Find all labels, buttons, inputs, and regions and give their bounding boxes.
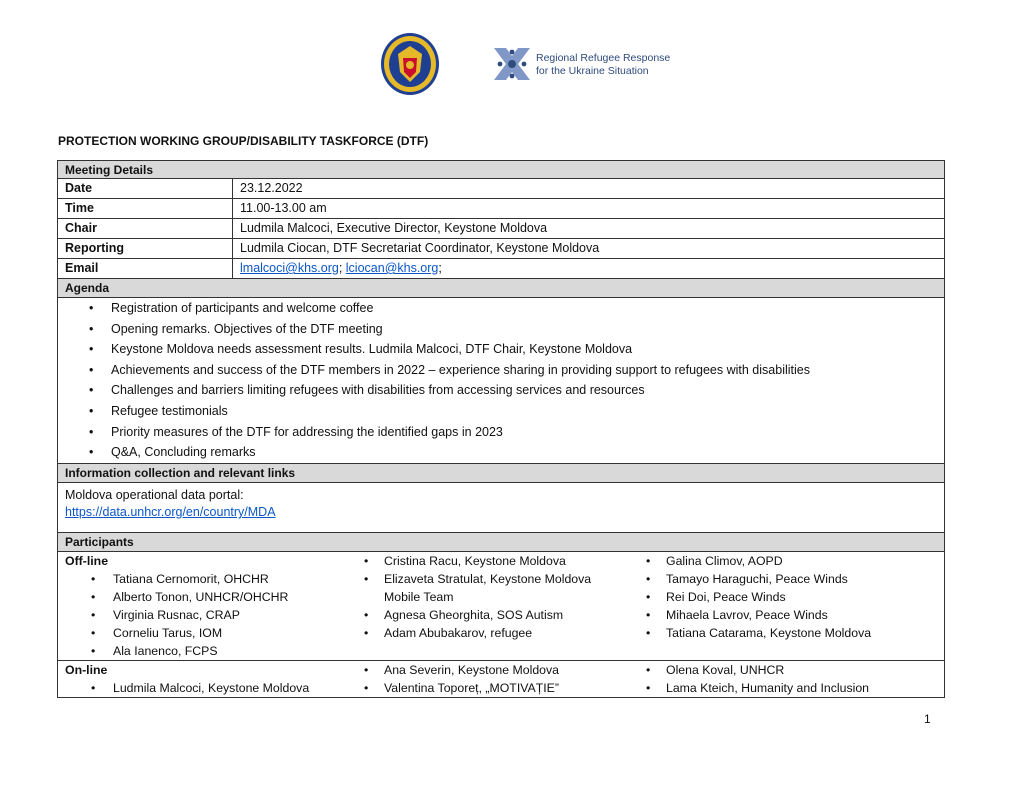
rrr-line1: Regional Refugee Response bbox=[536, 52, 671, 64]
online-col-2 bbox=[356, 661, 638, 697]
date-value: 23.12.2022 bbox=[240, 181, 303, 195]
participant-item: • Tamayo Haraguchi, Peace Winds bbox=[638, 570, 938, 588]
participant-item-continuation: Mobile Team bbox=[384, 590, 454, 604]
participant-item: • Olena Koval, UNHCR bbox=[638, 661, 938, 679]
participant-item: • Ala Ianenco, FCPS bbox=[58, 642, 356, 660]
time-row bbox=[57, 199, 945, 219]
regional-refugee-response-logo bbox=[490, 42, 680, 86]
date-row bbox=[57, 179, 945, 199]
page-number: 1 bbox=[924, 712, 931, 726]
email-end: ; bbox=[438, 261, 442, 275]
data-portal-link[interactable]: https://data.unhcr.org/en/country/MDA bbox=[65, 505, 276, 519]
participant-item: • Agnesa Gheorghita, SOS Autism bbox=[356, 606, 638, 624]
chair-row bbox=[57, 219, 945, 239]
document-title: PROTECTION WORKING GROUP/DISABILITY TASKFORCE (DTF) bbox=[58, 134, 429, 148]
offline-col-2 bbox=[356, 552, 638, 660]
participant-item: • Mihaela Lavrov, Peace Winds bbox=[638, 606, 938, 624]
offline-label: Off-line bbox=[65, 554, 109, 568]
participant-item: • Lama Kteich, Humanity and Inclusion bbox=[638, 679, 938, 697]
participant-item: • Galina Climov, AOPD bbox=[638, 552, 938, 570]
offline-col-1 bbox=[58, 552, 356, 660]
online-col-3 bbox=[638, 661, 938, 697]
meeting-details-header: Meeting Details bbox=[57, 160, 945, 179]
participant-item: • Tatiana Catarama, Keystone Moldova bbox=[638, 624, 938, 642]
participant-item: • Adam Abubakarov, refugee bbox=[356, 624, 638, 642]
date-label: Date bbox=[58, 179, 233, 198]
reporting-row bbox=[57, 239, 945, 259]
offline-col-3 bbox=[638, 552, 938, 660]
agenda-item: • Registration of participants and welcome coffee bbox=[111, 298, 944, 319]
info-body bbox=[57, 483, 945, 533]
email-value bbox=[233, 259, 944, 278]
time-value: 11.00-13.00 am bbox=[240, 201, 327, 215]
agenda-item: • Priority measures of the DTF for addressing the identified gaps in 2023 bbox=[111, 422, 944, 443]
participant-item: • Valentina Toporeț, „MOTIVAȚIE” bbox=[356, 679, 638, 697]
participants-header: Participants bbox=[57, 533, 945, 552]
chair-label: Chair bbox=[58, 219, 233, 238]
participant-item: • Elizaveta Stratulat, Keystone Moldova bbox=[356, 570, 638, 588]
online-participants bbox=[57, 661, 945, 698]
chair-value: Ludmila Malcoci, Executive Director, Keystone Moldova bbox=[240, 221, 548, 235]
time-label: Time bbox=[58, 199, 233, 218]
participant-item: • Tatiana Cernomorit, OHCHR bbox=[58, 570, 356, 588]
email-label: Email bbox=[58, 259, 233, 278]
email-separator: ; bbox=[338, 261, 346, 275]
agenda-item: • Keystone Moldova needs assessment results. Ludmila Malcoci, DTF Chair, Keystone Moldova bbox=[111, 339, 944, 360]
participant-item: • Virginia Rusnac, CRAP bbox=[58, 606, 356, 624]
offline-participants bbox=[57, 552, 945, 661]
online-col-1 bbox=[58, 661, 356, 697]
participant-item: • Ana Severin, Keystone Moldova bbox=[356, 661, 638, 679]
participant-item: • Ludmila Malcoci, Keystone Moldova bbox=[58, 679, 356, 697]
participant-item: • Corneliu Tarus, IOM bbox=[58, 624, 356, 642]
reporting-label: Reporting bbox=[58, 239, 233, 258]
email-row bbox=[57, 259, 945, 279]
moldova-coat-of-arms-icon bbox=[380, 32, 440, 96]
agenda-list bbox=[57, 298, 945, 464]
agenda-item: • Challenges and barriers limiting refugees with disabilities from accessing services and resources bbox=[111, 380, 944, 401]
agenda-item: • Achievements and success of the DTF members in 2022 – experience sharing in providing support to refugees with disabilities bbox=[111, 360, 944, 381]
agenda-item: • Refugee testimonials bbox=[111, 401, 944, 422]
rrr-mark-icon bbox=[490, 42, 534, 86]
online-label: On-line bbox=[65, 663, 108, 677]
rrr-line2: for the Ukraine Situation bbox=[536, 65, 649, 77]
reporting-value: Ludmila Ciocan, DTF Secretariat Coordinator, Keystone Moldova bbox=[240, 241, 600, 255]
agenda-item: • Q&A, Concluding remarks bbox=[111, 442, 944, 463]
participant-item: • Cristina Racu, Keystone Moldova bbox=[356, 552, 638, 570]
info-header: Information collection and relevant links bbox=[57, 464, 945, 483]
agenda-item: • Opening remarks. Objectives of the DTF meeting bbox=[111, 319, 944, 340]
email-link-ciocan[interactable]: lciocan@khs.org bbox=[345, 261, 439, 275]
info-text: Moldova operational data portal: bbox=[65, 488, 244, 502]
meeting-table bbox=[57, 160, 945, 698]
participant-item: • Rei Doi, Peace Winds bbox=[638, 588, 938, 606]
rrr-text bbox=[536, 52, 670, 78]
participant-item: • Alberto Tonon, UNHCR/OHCHR bbox=[58, 588, 356, 606]
agenda-header: Agenda bbox=[57, 279, 945, 298]
email-link-malcoci[interactable]: lmalcoci@khs.org bbox=[240, 261, 339, 275]
